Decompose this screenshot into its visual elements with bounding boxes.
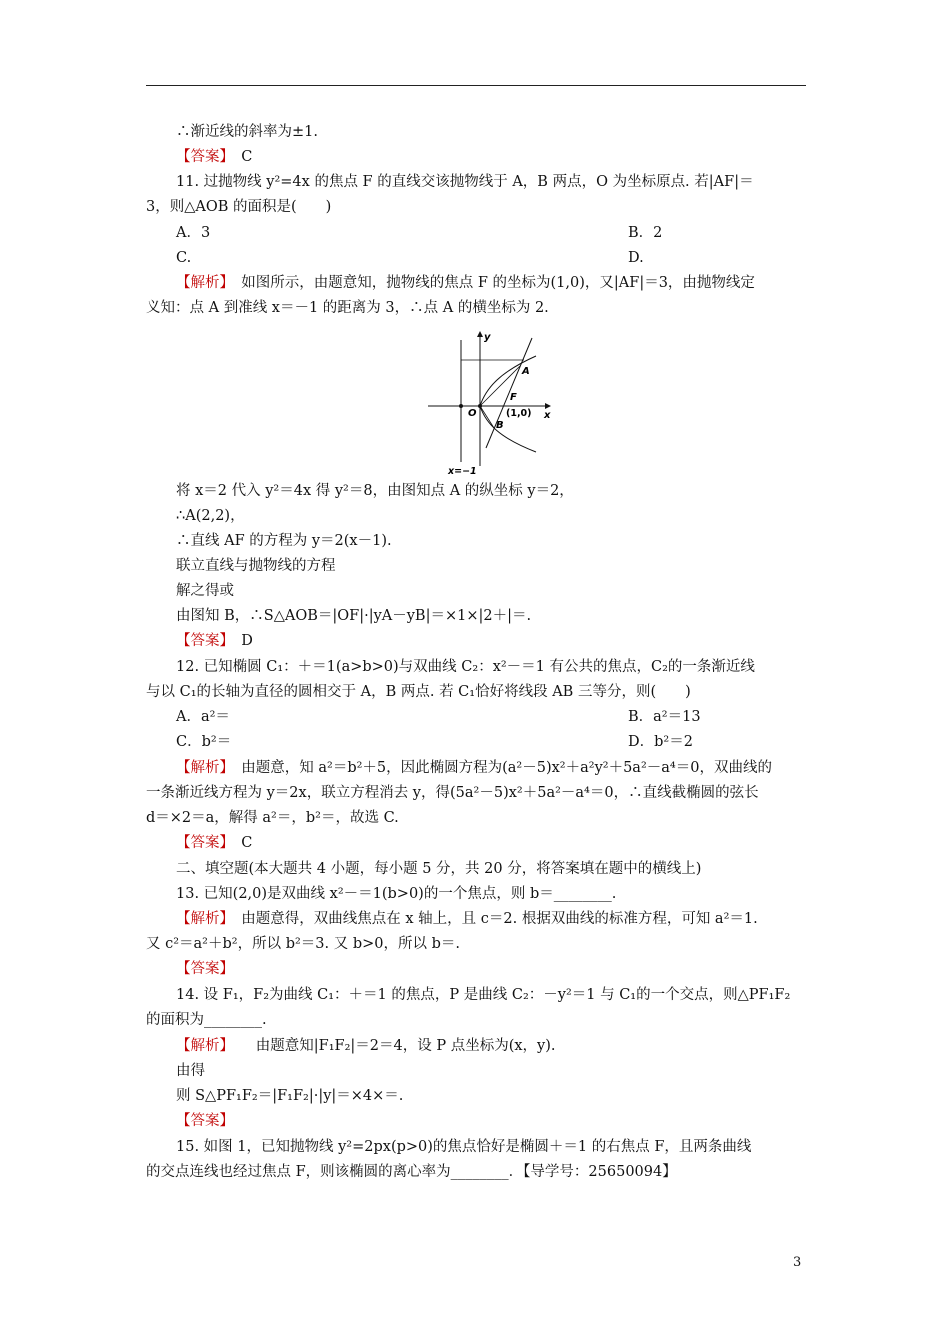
analysis-12-line-3: d＝×2＝a，解得 a²＝，b²＝，故选 C.: [146, 810, 399, 826]
question-12-options-cd: [146, 731, 838, 753]
segment-ob: [480, 406, 494, 428]
option-b: B．a²＝13: [628, 709, 701, 725]
analysis-13-line-2: 又 c²＝a²＋b²，所以 b²＝3. 又 b>0，所以 b＝.: [146, 936, 461, 952]
analysis-text: 由题意得，双曲线焦点在 x 轴上，且 c＝2. 根据双曲线的标准方程，可知 a²＝1.: [226, 911, 758, 927]
analysis-11-line-2: 义知：点 A 到准线 x＝－1 的距离为 3，∴点 A 的横坐标为 2.: [146, 300, 549, 316]
analysis-label: 【解析】: [176, 1038, 227, 1054]
analysis-text: 如图所示，由题意知，抛物线的焦点 F 的坐标为(1,0)，又|AF|＝3，由抛物线定: [226, 275, 755, 291]
analysis-label: 【解析】: [176, 275, 227, 291]
text-line: 由图知 B，∴S△AOB＝|OF|·|yA－yB|＝×1×|2＋|＝.: [176, 608, 532, 624]
option-d: D．b²＝2: [628, 734, 693, 750]
section-heading: 二、填空题(本大题共 4 小题，每小题 5 分，共 20 分，将答案填在题中的横线上): [176, 861, 702, 877]
answer-line: [146, 958, 838, 980]
question-11-line-1: 11. 过抛物线 y²=4x 的焦点 F 的直线交该抛物线于 A，B 两点，O 为坐标原点. 若|AF|＝: [176, 174, 754, 190]
analysis-13-line-1: [146, 908, 838, 930]
label-y: y: [484, 332, 491, 343]
answer-value: C: [241, 149, 253, 165]
page-number: 3: [793, 1255, 802, 1270]
question-11-options-ab: [146, 222, 838, 244]
point-o: [478, 404, 482, 408]
label-directrix: x=−1: [448, 466, 477, 476]
label-a: A: [522, 366, 530, 377]
question-14-line-1: 14. 设 F₁，F₂为曲线 C₁：＋＝1 的焦点，P 是曲线 C₂：－y²＝1 与 C₁的一个交点，则△PF₁F₂: [176, 987, 791, 1003]
answer-line: [146, 1110, 838, 1132]
analysis-text: 由题意，知 a²＝b²＋5，因此椭圆方程为(a²－5)x²＋a²y²＋5a²－a⁴＝0，双曲线的: [226, 760, 772, 776]
option-c: C.: [176, 250, 192, 266]
analysis-14-line-1: [146, 1035, 838, 1057]
text-line: ∴直线 AF 的方程为 y＝2(x－1).: [176, 533, 392, 549]
question-12-line-1: 12. 已知椭圆 C₁：＋＝1(a>b>0)与双曲线 C₂：x²－＝1 有公共的焦点，C₂的一条渐近线: [176, 659, 755, 675]
analysis-12-line-1: [146, 757, 838, 779]
label-o: O: [468, 408, 477, 419]
answer-label: 【答案】: [176, 633, 227, 649]
answer-line: [146, 630, 838, 652]
text-line: 由得: [176, 1063, 205, 1079]
analysis-12-line-2: 一条渐近线方程为 y＝2x，联立方程消去 y，得(5a²－5)x²＋5a²－a⁴＝0，∴直线截椭圆的弦长: [146, 785, 759, 801]
text-line: ∴A(2,2)，: [176, 508, 245, 524]
question-14-line-2: 的面积为________.: [146, 1012, 267, 1028]
option-b: B．2: [628, 225, 663, 241]
text-line: 联立直线与抛物线的方程: [176, 558, 336, 574]
option-a: A．a²＝: [176, 709, 230, 725]
option-c: C．b²＝: [176, 734, 232, 750]
text-line: 则 S△PF₁F₂＝|F₁F₂|·|y|＝×4×＝.: [176, 1088, 404, 1104]
answer-label: 【答案】: [176, 961, 234, 977]
answer-value: D: [241, 633, 253, 649]
header-rule: [146, 85, 806, 86]
answer-line: [146, 832, 838, 854]
point-directrix: [459, 404, 463, 408]
text-line: ∴渐近线的斜率为±1.: [176, 124, 318, 140]
question-12-line-2: 与以 C₁的长轴为直径的圆相交于 A，B 两点. 若 C₁恰好将线段 AB 三等分，则( ): [146, 684, 691, 700]
question-15-line-1: 15. 如图 1，已知抛物线 y²=2px(p>0)的焦点恰好是椭圆＋＝1 的右焦点 F，且两条曲线: [176, 1139, 752, 1155]
parabola-figure: [424, 328, 558, 476]
option-d: D.: [628, 250, 644, 266]
question-12-options-ab: [146, 706, 838, 728]
label-focus: (1,0): [506, 408, 532, 419]
question-15-line-2: 的交点连线也经过焦点 F，则该椭圆的离心率为________．【导学号：25650094】: [146, 1164, 677, 1180]
analysis-text: 由题意知|F₁F₂|＝2＝4，设 P 点坐标为(x，y).: [241, 1038, 556, 1054]
text-line: 解之得或: [176, 583, 234, 599]
label-f: F: [510, 392, 517, 403]
answer-label: 【答案】: [176, 1113, 234, 1129]
answer-value: C: [241, 835, 253, 851]
answer-label: 【答案】: [176, 835, 227, 851]
text-line: 将 x＝2 代入 y²＝4x 得 y²＝8，由图知点 A 的纵坐标 y＝2，: [176, 483, 574, 499]
question-11-line-2: 3，则△AOB 的面积是( ): [146, 199, 332, 215]
label-b: B: [496, 420, 504, 431]
question-13: 13. 已知(2,0)是双曲线 x²－＝1(b>0)的一个焦点，则 b＝________.: [176, 886, 617, 902]
analysis-label: 【解析】: [176, 760, 227, 776]
analysis-11-line-1: [146, 272, 838, 294]
answer-label: 【答案】: [176, 149, 227, 165]
answer-line: [146, 146, 838, 168]
question-11-options-cd: [146, 247, 838, 269]
parabola-upper: [480, 356, 536, 406]
label-x: x: [544, 410, 551, 421]
option-a: A．3: [176, 225, 211, 241]
analysis-label: 【解析】: [176, 911, 227, 927]
